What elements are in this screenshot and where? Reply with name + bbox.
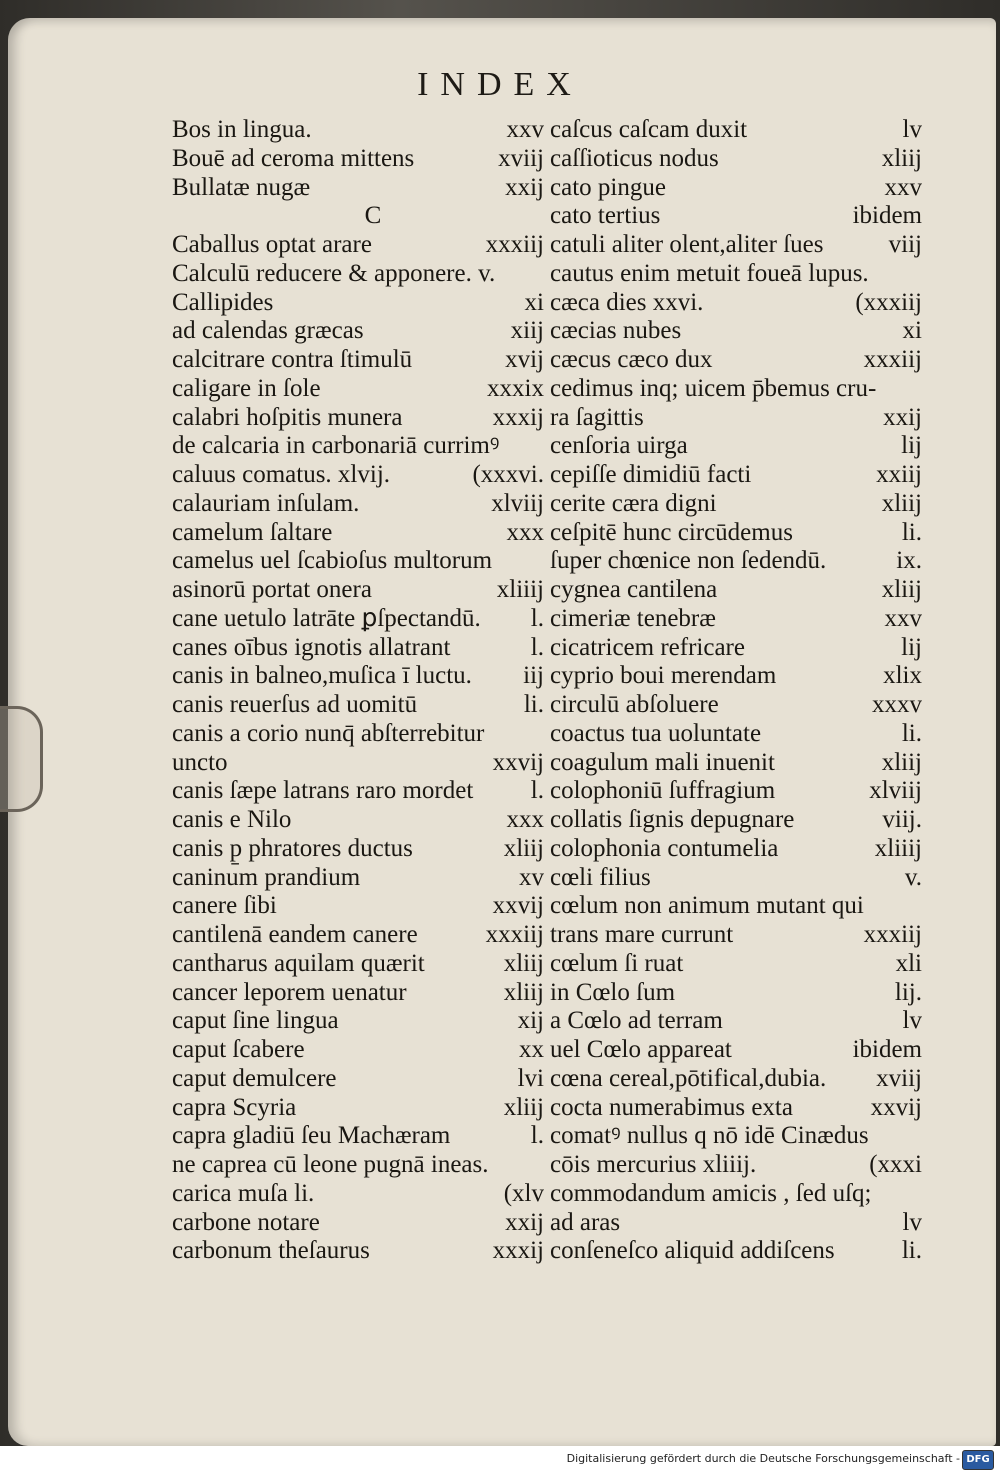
index-entry xyxy=(172,1151,544,1180)
entry-term: ad aras xyxy=(550,1208,621,1236)
entry-page-ref: xliij xyxy=(503,978,544,1006)
index-entry xyxy=(550,634,922,663)
entry-term: cato pingue xyxy=(550,173,666,201)
index-entry xyxy=(172,519,544,548)
entry-page-ref: xviij xyxy=(498,144,544,172)
index-entry xyxy=(172,432,544,461)
entry-term: in Cœlo ſum xyxy=(550,978,676,1006)
entry-term: canis p̱ phratores ductus xyxy=(172,834,413,862)
index-entry xyxy=(550,892,922,921)
entry-term: canis ſæpe latrans raro mordet xyxy=(172,777,474,805)
index-entry xyxy=(172,749,544,778)
entry-term: Bouē ad ceroma mittens xyxy=(172,144,415,172)
entry-page-ref: xliij xyxy=(503,949,544,977)
index-entry xyxy=(172,777,544,806)
index-entry xyxy=(172,289,544,318)
index-entry xyxy=(172,720,544,749)
entry-page-ref: li. xyxy=(901,719,922,747)
entry-page-ref: xliij xyxy=(503,834,544,862)
index-entry xyxy=(172,404,544,433)
entry-page-ref: ix. xyxy=(896,547,922,575)
entry-term: a Cœlo ad terram xyxy=(550,1007,723,1035)
entry-term: cæcias nubes xyxy=(550,317,682,345)
entry-page-ref: xxxij xyxy=(492,1237,544,1265)
index-entry xyxy=(172,375,544,404)
index-entry xyxy=(172,231,544,260)
entry-term: canere ſibi xyxy=(172,892,277,920)
entry-term: cantharus aquilam quærit xyxy=(172,949,425,977)
entry-page-ref: xliij xyxy=(881,144,922,172)
entry-term: asinorū portat onera xyxy=(172,576,372,603)
index-entry xyxy=(172,662,544,691)
entry-page-ref: xxxix xyxy=(487,374,544,402)
entry-term: caſſioticus nodus xyxy=(550,144,719,172)
entry-term: cœli filius xyxy=(550,863,651,891)
running-head: INDEX xyxy=(417,66,583,103)
entry-page-ref: l. xyxy=(530,633,544,661)
index-entry xyxy=(550,1094,922,1123)
entry-page-ref: xliij xyxy=(881,748,922,776)
entry-page-ref: xx xyxy=(519,1036,544,1063)
entry-term: caput demulcere xyxy=(172,1064,337,1092)
entry-page-ref: xxx xyxy=(506,518,544,546)
entry-term: canis in balneo,muſica ī luctu. xyxy=(172,662,472,690)
entry-term: comatꝰ nullus q nō idē Cinædus xyxy=(550,1122,869,1150)
index-entry xyxy=(550,720,922,749)
entry-term: C xyxy=(364,202,382,230)
entry-page-ref: xxv xyxy=(884,604,922,632)
entry-term: ne caprea cū leone pugnā ineas. xyxy=(172,1151,489,1178)
index-entry xyxy=(550,777,922,806)
index-entry xyxy=(550,662,922,691)
entry-term: Bullatæ nugæ xyxy=(172,173,311,201)
index-entry xyxy=(172,691,544,720)
entry-term: colophoniū ſuffragium xyxy=(550,777,776,805)
footer-credit: Digitalisierung gefördert durch die Deutsche Forschungsgemeinschaft - xyxy=(566,1452,960,1465)
entry-term: calcitrare contra ſtimulū xyxy=(172,346,413,373)
entry-term: caſcus caſcam duxit xyxy=(550,116,748,143)
entry-page-ref: (xxxi xyxy=(869,1151,922,1178)
entry-page-ref: lij. xyxy=(894,978,922,1006)
entry-term: de calcaria in carbonariā currimꝰ xyxy=(172,432,500,460)
entry-page-ref: xviij xyxy=(876,1064,922,1092)
index-entry xyxy=(550,605,922,634)
entry-term: caput ſine lingua xyxy=(172,1007,339,1035)
index-entry xyxy=(550,691,922,720)
index-entry xyxy=(172,317,544,346)
index-entry xyxy=(550,835,922,864)
entry-page-ref: xliij xyxy=(881,576,922,603)
index-entry xyxy=(172,490,544,519)
entry-page-ref: xxxiij xyxy=(863,346,922,373)
entry-term: Caballus optat arare xyxy=(172,231,372,258)
index-entry xyxy=(550,1122,922,1151)
entry-page-ref: xij xyxy=(517,1007,544,1035)
entry-term: cepiſſe dimidiū facti xyxy=(550,461,752,488)
entry-term: cœlum ſi ruat xyxy=(550,949,684,977)
entry-page-ref: (xxxvi. xyxy=(472,461,544,488)
entry-page-ref: xliij xyxy=(503,1093,544,1121)
entry-page-ref: xliiij xyxy=(496,576,544,603)
index-entry xyxy=(550,1180,922,1209)
entry-page-ref: xxvij xyxy=(492,892,544,920)
entry-page-ref: xxiij xyxy=(876,461,922,488)
entry-term: caninum prandium xyxy=(172,863,361,891)
entry-page-ref: xxij xyxy=(505,1208,544,1236)
entry-page-ref: li. xyxy=(901,518,922,546)
entry-page-ref: xxij xyxy=(883,403,922,431)
entry-page-ref: l. xyxy=(530,604,544,632)
index-entry xyxy=(550,1007,922,1036)
entry-page-ref: xi xyxy=(524,288,544,316)
entry-term: cato tertius xyxy=(550,202,661,230)
entry-page-ref: (xxxiij xyxy=(855,288,922,316)
index-entry xyxy=(550,346,922,375)
entry-page-ref: li. xyxy=(523,691,544,718)
entry-term: canis e Nilo xyxy=(172,806,292,833)
index-entry xyxy=(172,174,544,203)
index-entry xyxy=(172,547,544,576)
entry-term: ceſpitē hunc circūdemus xyxy=(550,518,793,546)
entry-term: ſuper chœnice non ſedendū. xyxy=(550,547,827,575)
index-entry xyxy=(172,605,544,634)
index-entry xyxy=(172,1094,544,1123)
entry-page-ref: xxxij xyxy=(492,403,544,431)
entry-term: cenſoria uirga xyxy=(550,432,688,460)
index-entry xyxy=(172,1180,544,1209)
entry-term: commodandum amicis , ſed uſq; xyxy=(550,1179,872,1207)
index-entry xyxy=(550,116,922,145)
index-entry xyxy=(172,979,544,1008)
index-entry xyxy=(550,1036,922,1065)
entry-term: cerite cæra digni xyxy=(550,489,717,517)
entry-page-ref: xiij xyxy=(510,317,544,345)
entry-term: coactus tua uoluntate xyxy=(550,719,762,747)
entry-term: cōis mercurius xliiij. xyxy=(550,1151,757,1178)
index-entry xyxy=(172,950,544,979)
entry-term: carica muſa li. xyxy=(172,1179,315,1207)
entry-term: Callipides xyxy=(172,288,274,316)
entry-page-ref: xxv xyxy=(506,116,544,143)
index-entry xyxy=(550,289,922,318)
index-column-left xyxy=(172,116,544,1266)
index-entry xyxy=(550,174,922,203)
entry-page-ref: xxvij xyxy=(870,1093,922,1121)
index-entry xyxy=(550,490,922,519)
index-entry xyxy=(550,950,922,979)
index-entry xyxy=(550,202,922,231)
entry-page-ref: ibidem xyxy=(852,1036,922,1063)
entry-term: cantilenā eandem canere xyxy=(172,921,418,948)
entry-page-ref: lij xyxy=(901,633,922,661)
index-entry xyxy=(172,461,544,490)
index-entry xyxy=(172,921,544,950)
index-entry xyxy=(550,1237,922,1266)
entry-term: conſeneſco aliquid addiſcens xyxy=(550,1237,835,1265)
entry-page-ref: xxvij xyxy=(492,748,544,776)
index-entry xyxy=(550,519,922,548)
entry-page-ref: xxxiij xyxy=(485,921,544,948)
entry-term: carbonum theſaurus xyxy=(172,1237,370,1265)
entry-page-ref: iij xyxy=(523,662,544,690)
entry-page-ref: v. xyxy=(904,863,922,891)
index-entry xyxy=(550,260,922,289)
entry-term: cancer leporem uenatur xyxy=(172,978,407,1006)
entry-term: canes oībus ignotis allatrant xyxy=(172,633,451,661)
entry-term: circulū abſoluere xyxy=(550,691,719,718)
entry-term: cœlum non animum mutant qui xyxy=(550,892,864,920)
index-entry xyxy=(550,749,922,778)
entry-term: caluus comatus. xlvij. xyxy=(172,461,391,488)
index-entry xyxy=(172,576,544,605)
index-entry xyxy=(172,1036,544,1065)
entry-term: cane uetulo latrāte ꝑſpectandū. xyxy=(172,604,481,632)
index-entry xyxy=(550,806,922,835)
index-entry xyxy=(550,231,922,260)
index-entry xyxy=(172,634,544,663)
index-entry xyxy=(550,1151,922,1180)
entry-term: cæca dies xxvi. xyxy=(550,288,704,316)
entry-term: catuli aliter olent,aliter ſues xyxy=(550,231,824,258)
entry-term: caput ſcabere xyxy=(172,1036,305,1063)
entry-term: trans mare currunt xyxy=(550,921,734,948)
entry-term: cicatricem refricare xyxy=(550,633,745,661)
entry-term: caligare in ſole xyxy=(172,374,321,402)
entry-page-ref: xvij xyxy=(505,346,544,373)
index-entry xyxy=(172,835,544,864)
entry-page-ref: viij xyxy=(888,231,922,258)
entry-term: camelus uel ſcabioſus multorum xyxy=(172,547,493,575)
index-entry xyxy=(172,346,544,375)
index-entry xyxy=(550,404,922,433)
entry-page-ref: lij xyxy=(901,432,922,460)
entry-page-ref: xliij xyxy=(881,489,922,517)
entry-term: camelum ſaltare xyxy=(172,518,333,546)
entry-page-ref: xxij xyxy=(505,173,544,201)
entry-page-ref: lv xyxy=(902,1007,922,1035)
index-entry xyxy=(550,317,922,346)
entry-page-ref: xxv xyxy=(884,173,922,201)
entry-term: cæcus cæco dux xyxy=(550,346,713,373)
entry-page-ref: xlix xyxy=(883,662,922,690)
entry-term: coagulum mali inuenit xyxy=(550,748,775,776)
index-entry xyxy=(550,1065,922,1094)
entry-term: collatis ſignis depugnare xyxy=(550,806,795,833)
entry-page-ref: lv xyxy=(902,1208,922,1236)
entry-page-ref: xv xyxy=(519,863,544,891)
index-entry xyxy=(550,864,922,893)
index-entry xyxy=(172,116,544,145)
index-entry xyxy=(172,1209,544,1238)
index-entry xyxy=(172,1007,544,1036)
entry-page-ref: xlviij xyxy=(491,489,544,517)
index-entry xyxy=(550,1209,922,1238)
entry-term: canis reuerſus ad uomitū xyxy=(172,691,418,718)
entry-page-ref: xxxiij xyxy=(863,921,922,948)
entry-term: capra gladiū ſeu Machæram xyxy=(172,1122,451,1150)
index-entry xyxy=(550,145,922,174)
entry-term: colophonia contumelia xyxy=(550,834,779,862)
entry-page-ref: xliiij xyxy=(874,834,922,862)
index-entry xyxy=(172,864,544,893)
index-entry xyxy=(172,145,544,174)
index-entry xyxy=(172,1065,544,1094)
entry-term: Calculū reducere & apponere. v. xyxy=(172,259,496,287)
entry-page-ref: xxx xyxy=(506,806,544,833)
entry-page-ref: li. xyxy=(901,1237,922,1265)
entry-page-ref: xxxiij xyxy=(485,231,544,258)
index-entry xyxy=(172,892,544,921)
index-column-right xyxy=(550,116,922,1266)
index-entry xyxy=(172,1122,544,1151)
index-entry xyxy=(550,576,922,605)
dfg-logo: DFG xyxy=(962,1450,994,1470)
entry-term: uncto xyxy=(172,748,228,776)
entry-term: cygnea cantilena xyxy=(550,576,718,603)
entry-page-ref: ibidem xyxy=(852,202,922,230)
entry-page-ref: xlviij xyxy=(869,777,922,805)
entry-term: capra Scyria xyxy=(172,1093,297,1121)
entry-page-ref: (xlv xyxy=(503,1179,544,1207)
index-entry xyxy=(172,260,544,289)
entry-term: ra ſagittis xyxy=(550,403,644,431)
entry-term: cautus enim metuit foueā lupus. xyxy=(550,259,869,287)
entry-page-ref: xxxv xyxy=(872,691,922,718)
index-entry xyxy=(172,1237,544,1266)
index-entry xyxy=(550,375,922,404)
entry-page-ref: lvi xyxy=(517,1064,544,1092)
entry-page-ref: l. xyxy=(530,1122,544,1150)
entry-term: ad calendas græcas xyxy=(172,317,364,345)
entry-term: cocta numerabimus exta xyxy=(550,1093,793,1121)
entry-term: calauriam inſulam. xyxy=(172,489,360,517)
index-entry xyxy=(172,806,544,835)
entry-term: carbone notare xyxy=(172,1208,320,1236)
entry-page-ref: viij. xyxy=(882,806,922,833)
page-clasp-mark xyxy=(0,706,43,812)
index-entry xyxy=(550,979,922,1008)
entry-term: cœna cereal,pōtifical,dubia. xyxy=(550,1064,827,1092)
index-entry xyxy=(550,461,922,490)
entry-term: uel Cœlo appareat xyxy=(550,1036,732,1063)
entry-term: cimeriæ tenebræ xyxy=(550,604,716,632)
index-entry xyxy=(550,547,922,576)
entry-page-ref: xi xyxy=(902,317,922,345)
entry-term: calabri hoſpitis munera xyxy=(172,403,403,431)
index-entry xyxy=(550,432,922,461)
entry-page-ref: l. xyxy=(530,777,544,805)
entry-page-ref: xli xyxy=(895,949,922,977)
entry-term: cyprio boui merendam xyxy=(550,662,777,690)
index-entry xyxy=(550,921,922,950)
entry-term: cedimus inq; uicem p̄bemus cru- xyxy=(550,374,877,402)
entry-term: canis a corio nunq̄ abſterrebitur xyxy=(172,719,485,747)
entry-term: Bos in lingua. xyxy=(172,116,312,143)
index-entry xyxy=(172,202,544,231)
entry-page-ref: lv xyxy=(902,116,922,143)
